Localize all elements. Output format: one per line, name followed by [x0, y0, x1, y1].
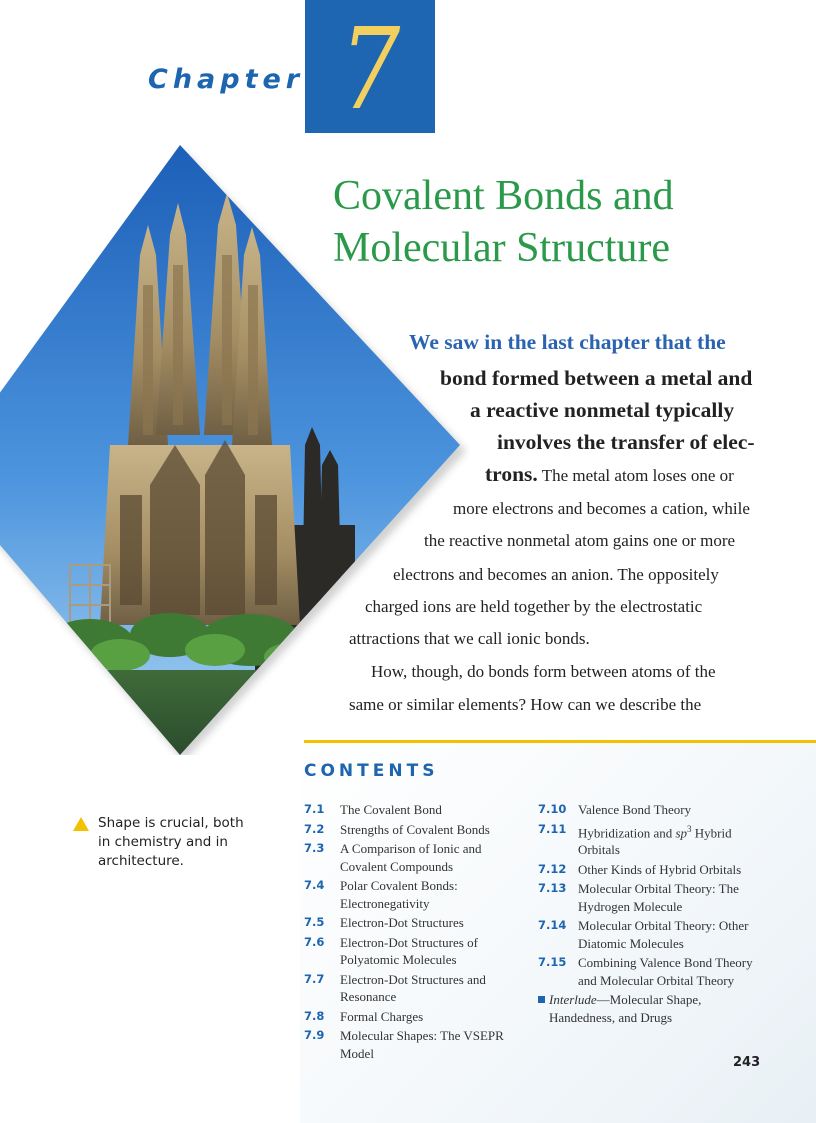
- intro-line: We saw in the last chapter that the: [409, 330, 726, 354]
- toc-title: Electron-Dot Structures of Polyatomic Molecules: [340, 934, 478, 967]
- intro-line: the reactive nonmetal atom gains one or more: [424, 531, 736, 550]
- toc-title: Combining Valence Bond Theory and Molecular Orbital Theory: [578, 955, 753, 988]
- toc-title: Molecular Orbital Theory: The Hydrogen Molecule: [578, 881, 739, 914]
- contents-list-left: [304, 801, 505, 1064]
- intro-line: charged ions are held together by the electrostatic: [365, 597, 703, 616]
- toc-number: 7.13: [538, 881, 567, 896]
- toc-number: 7.11: [538, 821, 567, 836]
- intro-trons: trons.: [485, 462, 538, 486]
- toc-number: 7.2: [304, 821, 325, 836]
- toc-number: 7.12: [538, 861, 567, 876]
- chapter-title-line-1: Covalent Bonds and: [333, 173, 674, 219]
- intro-line: electrons and becomes an anion. The oppositely: [393, 565, 719, 584]
- toc-number: 7.15: [538, 955, 567, 970]
- intro-line: more electrons and becomes a cation, while: [453, 499, 750, 518]
- toc-item[interactable]: [538, 880, 768, 915]
- toc-number: 7.14: [538, 918, 567, 933]
- interlude-text: —Molecular Shape, Handedness, and Drugs: [549, 992, 702, 1025]
- square-bullet-icon: [538, 996, 545, 1003]
- toc-item[interactable]: [304, 877, 505, 912]
- chapter-title-line-2: Molecular Structure: [333, 225, 671, 271]
- toc-title: Molecular Orbital Theory: Other Diatomic Molecules: [578, 918, 749, 951]
- toc-interlude[interactable]: [538, 991, 768, 1026]
- toc-number: 7.3: [304, 841, 325, 855]
- toc-number: 7.9: [304, 1028, 325, 1042]
- toc-item[interactable]: [538, 917, 768, 952]
- photo-caption: [72, 814, 248, 871]
- caption-text: Shape is crucial, both in chemistry and in architecture.: [98, 815, 244, 869]
- toc-item[interactable]: [304, 821, 505, 839]
- triangle-marker-icon: [72, 816, 90, 832]
- toc-title: Other Kinds of Hybrid Orbitals: [578, 861, 742, 877]
- toc-number: 7.6: [304, 934, 325, 949]
- interlude-label: Interlude: [549, 992, 597, 1008]
- toc-item[interactable]: [538, 861, 768, 879]
- toc-item[interactable]: [538, 821, 768, 859]
- intro-line-rest: The metal atom loses one or: [537, 466, 734, 485]
- intro-line: attractions that we call ionic bonds.: [349, 629, 590, 648]
- toc-title-part: Hybrid Orbitals: [578, 824, 732, 858]
- toc-title: Valence Bond Theory: [578, 802, 692, 817]
- chapter-number-box: [305, 0, 435, 133]
- toc-number: 7.8: [304, 1008, 325, 1023]
- intro-line: a reactive nonmetal typically: [470, 398, 735, 422]
- toc-item[interactable]: [304, 840, 505, 875]
- section-divider: [304, 740, 816, 743]
- toc-title: Polar Covalent Bonds: Electronegativity: [340, 878, 458, 911]
- intro-line: involves the transfer of elec-: [497, 430, 755, 454]
- chapter-title: [333, 170, 674, 274]
- toc-title: Molecular Shapes: The VSEPR Model: [340, 1028, 504, 1061]
- chapter-number: 7: [339, 5, 401, 135]
- toc-title: The Covalent Bond: [340, 802, 442, 817]
- toc-title-sup: 3: [687, 823, 692, 834]
- toc-title-part: Hybridization and: [578, 824, 676, 840]
- page-number: 243: [733, 1055, 761, 1070]
- toc-title: A Comparison of Ionic and Covalent Compounds: [340, 841, 482, 874]
- intro-line: same or similar elements? How can we describe the: [349, 695, 702, 714]
- toc-item[interactable]: [304, 971, 505, 1006]
- chapter-label: Chapter: [148, 64, 305, 95]
- contents-list-right: [538, 801, 768, 1026]
- toc-title: Strengths of Covalent Bonds: [340, 821, 490, 837]
- toc-item[interactable]: [304, 1008, 505, 1026]
- toc-number: 7.7: [304, 971, 325, 986]
- toc-number: 7.1: [304, 802, 325, 816]
- toc-item[interactable]: [538, 954, 768, 989]
- toc-title: Electron-Dot Structures: [340, 915, 464, 930]
- toc-item[interactable]: [304, 1027, 505, 1062]
- toc-item[interactable]: [304, 914, 505, 932]
- interlude-title: [549, 991, 759, 1026]
- toc-number: 7.10: [538, 802, 567, 816]
- intro-line: How, though, do bonds form between atoms of the: [371, 662, 716, 681]
- toc-title: Formal Charges: [340, 1008, 424, 1024]
- toc-title: Electron-Dot Structures and Resonance: [340, 971, 486, 1004]
- contents-heading: CONTENTS: [304, 761, 439, 781]
- toc-number: 7.5: [304, 915, 325, 929]
- toc-title: [578, 821, 768, 859]
- toc-title-sp: sp: [675, 824, 688, 840]
- toc-item[interactable]: [538, 801, 768, 819]
- intro-line: bond formed between a metal and: [440, 366, 753, 390]
- intro-line: [485, 462, 734, 487]
- toc-item[interactable]: [304, 934, 505, 969]
- toc-item[interactable]: [304, 801, 505, 819]
- toc-number: 7.4: [304, 878, 325, 892]
